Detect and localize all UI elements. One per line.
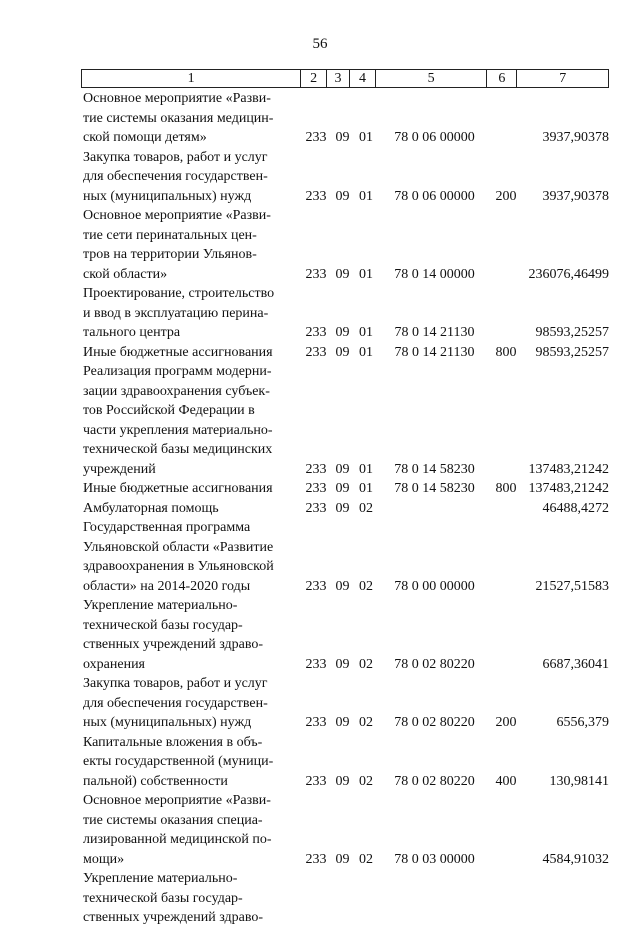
row-grbs: 233 (305, 266, 327, 282)
row-subsection: 01 (359, 188, 373, 204)
row-section: 09 (335, 773, 350, 789)
row-grbs: 233 (305, 481, 327, 496)
row-section: 09 (335, 851, 350, 867)
row-subsection: 02 (359, 715, 373, 730)
row-amount: 137483,21242 (528, 481, 609, 496)
row-description: Закупка товаров, работ и услуг для обеспечения государствен- ных (муниципальных) нужд (83, 676, 268, 730)
row-grbs: 233 (305, 773, 327, 789)
row-description: Амбулаторная помощь (83, 500, 219, 516)
row-target-article: 78 0 14 00000 (394, 266, 475, 282)
row-target-article: 78 0 14 58230 (394, 461, 475, 477)
table-row (81, 596, 609, 674)
row-expense-type: 200 (495, 188, 517, 204)
row-target-article: 78 0 02 80220 (394, 773, 475, 789)
row-description: Иные бюджетные ассигнования (83, 344, 273, 360)
row-section: 09 (335, 188, 350, 204)
row-target-article: 78 0 06 00000 (394, 130, 475, 145)
row-amount: 137483,21242 (528, 461, 609, 477)
row-amount: 6556,379 (556, 715, 609, 730)
row-grbs: 233 (305, 851, 327, 867)
row-target-article: 78 0 06 00000 (394, 188, 475, 204)
row-description: Капитальные вложения в объ- екты государственной (муници- пальной) собственности (83, 734, 274, 789)
row-subsection: 02 (359, 851, 373, 867)
row-amount: 130,98141 (549, 773, 609, 789)
row-amount: 3937,90378 (542, 130, 609, 145)
row-subsection: 02 (359, 578, 373, 594)
row-expense-type: 800 (495, 344, 517, 360)
table-row (81, 733, 609, 792)
row-description: Основное мероприятие «Разви- тие системы оказания специа- лизированной медицинской по- мощи» (83, 793, 272, 867)
row-description: Реализация программ модерни- зации здравоохранения субъек- тов Российской Федерации в части укрепления материально- технической базы медицинских учреждений (83, 364, 273, 477)
row-target-article: 78 0 03 00000 (394, 851, 475, 867)
header-col-3: 3 (326, 70, 349, 87)
page-number: 56 (312, 36, 328, 52)
row-amount: 236076,46499 (528, 266, 609, 282)
row-expense-type: 400 (495, 773, 517, 789)
row-grbs: 233 (305, 578, 327, 594)
table-row (81, 499, 609, 519)
row-subsection: 02 (359, 500, 373, 516)
row-description: Укрепление материально- технической базы государ- ственных учреждений здраво- (83, 871, 263, 925)
row-grbs: 233 (305, 715, 327, 730)
row-section: 09 (335, 325, 350, 340)
row-section: 09 (335, 656, 350, 672)
row-description: Государственная программа Ульяновской области «Развитие здравоохранения в Ульяновской области» на 2014-2020 годы (83, 520, 274, 594)
row-target-article: 78 0 14 21130 (394, 325, 475, 340)
row-subsection: 01 (359, 325, 373, 340)
row-amount: 98593,25257 (535, 344, 609, 360)
header-col-7: 7 (516, 70, 608, 87)
row-description: Проектирование, строительство и ввод в эксплуатацию перина- тального центра (83, 286, 275, 340)
row-amount: 21527,51583 (535, 578, 609, 594)
row-subsection: 02 (359, 773, 373, 789)
row-target-article: 78 0 02 80220 (394, 715, 475, 730)
row-section: 09 (335, 481, 350, 496)
header-col-2: 2 (300, 70, 326, 87)
row-grbs: 233 (305, 461, 327, 477)
row-subsection: 01 (359, 344, 373, 360)
header-col-5: 5 (375, 70, 487, 87)
row-amount: 3937,90378 (542, 188, 609, 204)
row-description: Основное мероприятие «Разви- тие сети перинатальных цен- тров на территории Ульянов- ской области» (83, 208, 271, 282)
row-section: 09 (335, 461, 350, 477)
table-row (81, 284, 609, 343)
row-section: 09 (335, 266, 350, 282)
table-row (81, 343, 609, 363)
row-subsection: 01 (359, 130, 373, 145)
row-section: 09 (335, 500, 350, 516)
row-amount: 98593,25257 (535, 325, 609, 340)
row-grbs: 233 (305, 188, 327, 204)
row-grbs: 233 (305, 325, 327, 340)
row-description: Закупка товаров, работ и услуг для обеспечения государствен- ных (муниципальных) нужд (83, 149, 268, 204)
row-subsection: 02 (359, 656, 373, 672)
row-grbs: 233 (305, 344, 327, 360)
table-row (81, 148, 609, 207)
row-amount: 4584,91032 (542, 851, 609, 867)
table-row (81, 674, 609, 733)
table-row (81, 89, 609, 148)
row-amount: 6687,36041 (542, 656, 609, 672)
header-col-4: 4 (349, 70, 375, 87)
row-target-article: 78 0 02 80220 (394, 656, 475, 672)
row-grbs: 233 (305, 130, 327, 145)
table-row (81, 362, 609, 479)
row-subsection: 01 (359, 481, 373, 496)
row-description: Укрепление материально- технической базы государ- ственных учреждений здраво- охранения (83, 598, 263, 672)
row-description: Иные бюджетные ассигнования (83, 481, 273, 496)
row-target-article: 78 0 14 58230 (394, 481, 475, 496)
table-row (81, 206, 609, 284)
row-section: 09 (335, 715, 350, 730)
row-grbs: 233 (305, 500, 327, 516)
header-col-6: 6 (486, 70, 516, 87)
row-description: Основное мероприятие «Разви- тие системы оказания медицин- ской помощи детям» (83, 91, 274, 145)
row-section: 09 (335, 344, 350, 360)
row-subsection: 01 (359, 461, 373, 477)
row-section: 09 (335, 130, 350, 145)
table-row (81, 518, 609, 596)
row-target-article: 78 0 14 21130 (394, 344, 475, 360)
table-header (81, 69, 609, 88)
row-amount: 46488,4272 (542, 500, 609, 516)
row-section: 09 (335, 578, 350, 594)
header-col-1: 1 (187, 71, 195, 86)
row-target-article: 78 0 00 00000 (394, 578, 475, 594)
row-subsection: 01 (359, 266, 373, 282)
table-row (81, 791, 609, 869)
table-row (81, 479, 609, 499)
table-row (81, 869, 609, 928)
row-expense-type: 200 (495, 715, 517, 730)
budget-table-body (81, 89, 609, 928)
row-grbs: 233 (305, 656, 327, 672)
row-expense-type: 800 (495, 481, 517, 496)
